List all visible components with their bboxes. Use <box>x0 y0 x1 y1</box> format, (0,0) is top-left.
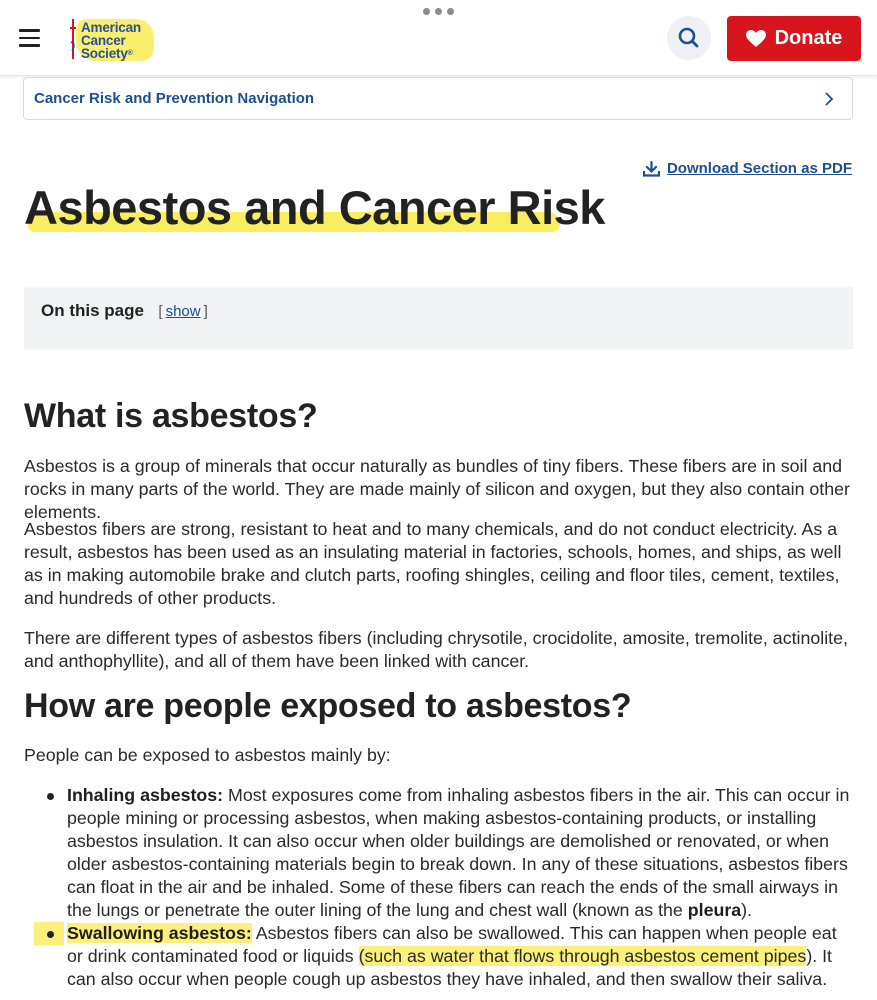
pleura-term: pleura <box>687 900 742 920</box>
more-dots-icon[interactable] <box>423 8 454 15</box>
download-pdf-link[interactable] <box>643 160 852 177</box>
section-navigation[interactable] <box>23 77 853 120</box>
section-heading-what-is-asbestos: What is asbestos? <box>24 397 318 435</box>
sword-icon <box>70 17 76 61</box>
bullet-text-inhaling: Most exposures come from inhaling asbestos fibers in the air. This can occur in people mining or processing asbestos, when making asbestos-containing products, or installing asbestos insulation. It can also occur when older buildings are demolished or renovated, or when older asbestos-containing materials begin to break down. In any of these situations, asbestos fibers can float in the air and be inhaled. Some of these fibers can reach the ends of the small airways in the lungs or penetrate the outer lining of the lung and chest wall (known as the <box>67 785 850 920</box>
bracket-close: ] <box>203 303 208 320</box>
site-header <box>0 0 877 76</box>
logo-line-3: Society <box>81 46 128 61</box>
logo-line-1: American <box>81 20 141 35</box>
paragraph-3: There are different types of asbestos fibers (including chrysotile, crocidolite, amosite, tremolite, actinolite, and anthophyllite), and all of them have been linked with cancer. <box>24 628 848 671</box>
exposure-intro: People can be exposed to asbestos mainly by: <box>24 745 391 765</box>
download-icon <box>643 161 660 177</box>
bullet-term-inhaling: Inhaling asbestos: <box>67 785 224 805</box>
chevron-right-icon <box>824 92 834 106</box>
show-toc-link[interactable]: show <box>165 303 201 320</box>
donate-label: Donate <box>774 27 843 49</box>
exposure-list <box>24 784 853 991</box>
section-heading-exposure: How are people exposed to asbestos? <box>24 687 632 725</box>
bullet-end-swallowing: ). It can also occur when people cough up asbestos they have inhaled, and then swallow their saliva. <box>67 946 832 989</box>
logo-text <box>81 21 141 60</box>
on-this-page-box <box>24 287 853 349</box>
section-navigation-label: Cancer Risk and Prevention Navigation <box>34 90 315 107</box>
highlighted-phrase: (such as water that flows through asbestos cement pipes <box>358 946 807 966</box>
paragraph-1: Asbestos is a group of minerals that occur naturally as bundles of tiny fibers. These fibers are in soil and rocks in many parts of the world. They are made mainly of silicon and oxygen, but they also contain other elements. <box>24 456 850 522</box>
logo-line-2: Cancer <box>81 33 126 48</box>
logo-registered: ® <box>127 50 133 57</box>
bullet-text-swallowing: Asbestos fibers can also be swallowed. This can happen when people eat or drink contaminated food or liquids <box>67 923 837 966</box>
bullet-end-inhaling: ). <box>741 900 753 920</box>
heart-icon <box>746 30 766 48</box>
page-title: Asbestos and Cancer Risk <box>24 181 605 234</box>
bullet-dot <box>47 931 54 938</box>
page-title-wrap <box>24 180 605 235</box>
acs-logo[interactable] <box>66 15 156 65</box>
list-item-inhaling <box>24 784 853 922</box>
search-icon <box>667 16 711 60</box>
donate-button[interactable] <box>727 16 861 61</box>
on-this-page-label: On this page <box>41 301 144 320</box>
hamburger-menu-icon[interactable] <box>19 29 40 47</box>
search-button[interactable] <box>667 16 711 60</box>
paragraph-2: Asbestos fibers are strong, resistant to heat and to many chemicals, and do not conduct electricity. As a result, asbestos has been used as an insulating material in factories, schools, homes, and ships, as well as in making automobile brake and clutch parts, roofing shingles, ceiling and floor tiles, cement, textiles, and hundreds of other products. <box>24 519 842 608</box>
bracket-open: [ <box>158 303 163 320</box>
download-pdf-label: Download Section as PDF <box>666 160 852 177</box>
list-item-swallowing <box>24 922 853 991</box>
bullet-dot <box>47 793 54 800</box>
bullet-term-swallowing: Swallowing asbestos: <box>67 923 252 943</box>
